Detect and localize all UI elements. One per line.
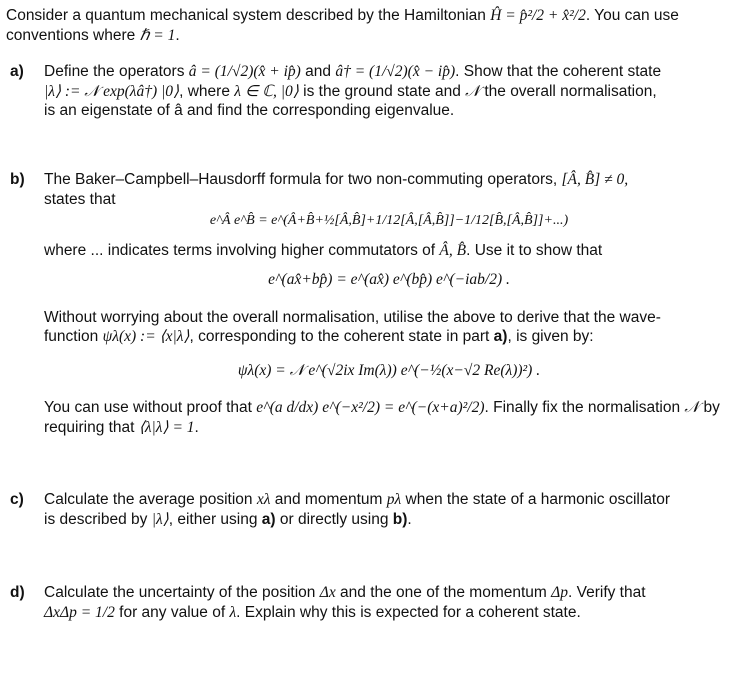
exponential-identity: e^(ax̂+bp̂) = e^(ax̂) e^(bp̂) e^(−iab/2) . [268, 271, 510, 288]
text: or directly using [275, 510, 393, 528]
text: . Finally fix the normalisation [484, 399, 685, 416]
uncertainty-product: ΔxΔp = 1/2 [44, 603, 115, 621]
part-c-text [44, 490, 734, 529]
text: Calculate the uncertainty of the position [44, 584, 320, 601]
text: is described by [44, 510, 152, 528]
text: function [44, 328, 103, 345]
wavefunction-formula: ψλ(x) = 𝒩 e^(√2ix Im(λ)) e^(−½(x−√2 Re(λ))²) . [237, 361, 541, 379]
part-c [6, 490, 734, 529]
coherent-state-def: |λ⟩ := 𝒩 exp(λâ†) |0⟩ [44, 82, 180, 100]
text: states that [44, 190, 116, 208]
creation-operator-def: â† = (1/√2)(x̂ − ip̂) [335, 63, 456, 80]
text: is an eigenstate of â and find the corresponding eigenvalue. [44, 102, 455, 119]
gaussian-shift-identity: e^(a d/dx) e^(−x²/2) = e^(−(x+a)²/2) [256, 399, 485, 416]
intro-text: Consider a quantum mechanical system described by the Hamiltonian [6, 7, 491, 24]
hbar-convention: ℏ = 1 [139, 26, 176, 44]
momentum-uncertainty: Δp [551, 584, 568, 601]
part-reference: a) [261, 510, 276, 528]
text: The Baker–Campbell–Hausdorff formula for two non-commuting operators, [44, 171, 562, 188]
part-a-text [44, 62, 734, 121]
lambda-complex: λ ∈ ℂ, |0⟩ [234, 82, 299, 100]
commutator-condition: [Â, B̂] ≠ 0, [561, 171, 629, 188]
intro-text: . You can use conventions where [6, 7, 679, 44]
coherent-ket: |λ⟩ [151, 510, 169, 528]
operators-a-b: Â, B̂ [439, 241, 467, 259]
part-label: a) [10, 63, 24, 80]
text: requiring that [44, 418, 139, 436]
position-uncertainty: Δx [319, 584, 336, 601]
lambda-symbol: λ [229, 603, 237, 621]
text: , is given by: [507, 328, 594, 345]
normalisation-symbol: 𝒩 [684, 399, 700, 416]
text: by [699, 399, 720, 416]
part-reference: b) [392, 510, 408, 528]
text: Define the operators [44, 63, 189, 80]
normalisation-condition: ⟨λ|λ⟩ = 1 [138, 418, 195, 436]
text: , either using [168, 510, 262, 528]
text: . Use it to show that [466, 241, 603, 259]
text: . Show that the coherent state [455, 63, 662, 80]
text: where ... indicates terms involving higher commutators of [44, 241, 440, 259]
text: . [194, 418, 199, 436]
hamiltonian-formula: Ĥ = p̂²/2 + x̂²/2 [490, 7, 586, 24]
text: and [300, 63, 336, 80]
text: Without worrying about the overall normalisation, utilise the above to derive that the wave- [44, 308, 661, 326]
part-b [6, 170, 734, 437]
wavefunction-def: ψλ(x) := ⟨x|λ⟩ [102, 328, 190, 345]
text: the overall normalisation, [480, 82, 657, 100]
part-d-text [44, 583, 734, 622]
text: Calculate the average position [44, 491, 257, 508]
average-momentum: pλ [386, 491, 402, 508]
text: and momentum [270, 491, 387, 508]
part-d [6, 583, 734, 622]
text: for any value of [114, 603, 230, 621]
text: . Explain why this is expected for a coherent state. [236, 603, 581, 621]
intro-paragraph [6, 6, 734, 45]
text: is the ground state and [298, 82, 466, 100]
average-position: xλ [256, 491, 271, 508]
text: and the one of the momentum [335, 584, 552, 601]
part-a [6, 62, 734, 121]
normalisation-symbol: 𝒩 [465, 82, 481, 100]
text: You can use without proof that [44, 399, 257, 416]
annihilation-operator-def: â = (1/√2)(x̂ + ip̂) [188, 63, 301, 80]
text: , where [179, 82, 235, 100]
text: . [407, 510, 412, 528]
bch-formula: e^Â e^B̂ = e^(Â+B̂+½[Â,B̂]+1/12[Â,[Â,B̂]]−1/12[B̂,[Â,B̂]]+...) [209, 213, 569, 228]
part-b-text [44, 170, 734, 437]
part-label: d) [10, 584, 25, 601]
part-label: b) [10, 171, 25, 188]
part-reference: a) [493, 328, 508, 345]
text: when the state of a harmonic oscillator [401, 491, 671, 508]
intro-text: . [175, 26, 180, 44]
part-label: c) [10, 491, 24, 508]
text: , corresponding to the coherent state in part [189, 328, 494, 345]
text: . Verify that [568, 584, 646, 601]
